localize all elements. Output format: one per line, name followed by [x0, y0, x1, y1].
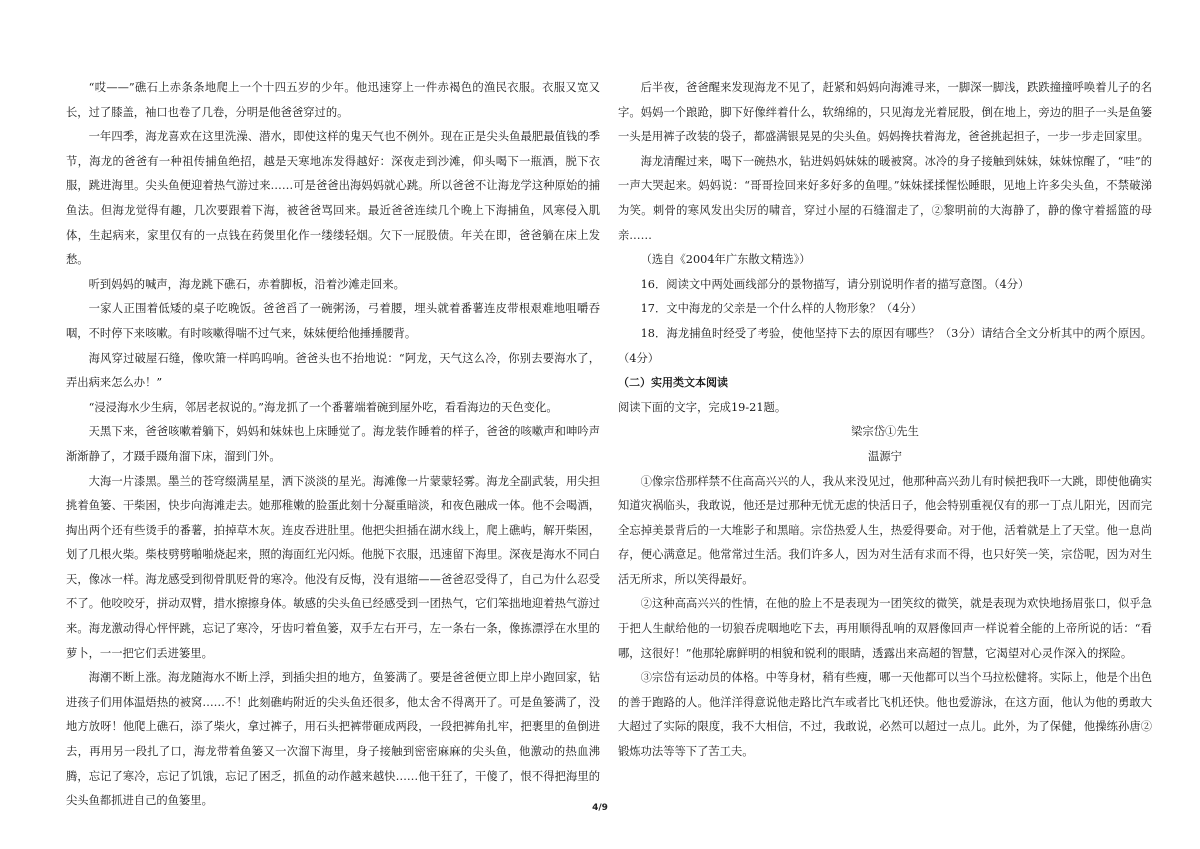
question-16: 16．阅读文中两处画线部分的景物描写，请分别说明作者的描写意图。（4分）	[640, 277, 1030, 291]
question-18: 18．海龙捕鱼时经受了考验，使他坚持下去的原因有哪些？（3分）请结合全文分析其中的两个原因。（4分）	[618, 326, 1152, 365]
question-17: 17．文中海龙的父亲是一个什么样的人物形象？（4分）	[640, 302, 922, 316]
article-title: 梁宗岱①先生	[851, 425, 919, 439]
article-paragraph: ②这种高高兴兴的性情，在他的脸上不是表现为一团笑纹的微笑，就是表现为欢快地扬眉张口，似乎急于把人生献给他的一切狼吞虎咽地吃下去，再用顺得乱响的双唇像回声一样说着全能的上帝所说的话：“看哪，这很好！”他那轮廓鲜明的相貌和锐利的眼睛，透露出来高超的智慧，它渴望对心灵作深入的探险。	[618, 597, 1152, 660]
section-heading: （二）实用类文本阅读	[618, 376, 728, 390]
story-paragraph: “哎——”礁石上赤条条地爬上一个十四五岁的少年。他迅速穿上一件赤褐色的渔民衣服。衣服又宽又长，过了膝盖，袖口也卷了几卷，分明是他爸爸穿过的。	[66, 81, 600, 119]
right-column	[618, 76, 1152, 765]
story-paragraph: 大海一片漆黑。墨兰的苍穹缀满星星，洒下淡淡的星光。海滩像一片蒙蒙轻雾。海龙全副武装，用尖担挑着鱼篓、干柴困，快步向海滩走去。她那稚嫩的脸蛋此刻十分凝重暗淡，和夜色融成一体。他不会喝酒，掏出两个还有些烫手的番薯，拍掉草木灰。连皮吞进肚里。他把尖担插在湖水线上，爬上礁屿，解开柴困，划了几根火柴。柴枝劈劈啪啪烧起来，照的海面红光闪烁。他脱下衣服，迅速留下海里。深夜是海水不同白天，像冰一样。海龙感受到彻骨肌贬骨的寒冷。他没有反悔，没有退缩——爸爸忍受得了，自己为什么忍受不了。他咬咬牙，拼动双臂，措水擦擦身体。敏感的尖头鱼已经感受到一团热气，它们笨拙地迎着热气游过来。海龙激动得心怦怦跳，忘记了寒冷，牙齿叼着鱼篓，双手左右开弓，左一条右一条，像拣漂浮在水里的萝卜，一一把它们丢进篓里。	[66, 474, 600, 660]
story-paragraph: 听到妈妈的喊声，海龙跳下礁石，赤着脚板，沿着沙滩走回来。	[88, 277, 405, 291]
story-paragraph: 天黑下来，爸爸咳嗽着躺下，妈妈和妹妹也上床睡觉了。海龙装作睡着的样子，爸爸的咳嗽声和呻吟声渐渐静了，才蹑手蹑角溜下床，溜到门外。	[66, 425, 600, 463]
reading-instruction: 阅读下面的文字，完成19-21题。	[618, 400, 787, 414]
left-column	[66, 76, 600, 814]
page-number: 4/9	[592, 803, 608, 813]
story-paragraph: 一年四季，海龙喜欢在这里洗澡、潜水，即使这样的鬼天气也不例外。现在正是尖头鱼最肥最值钱的季节，海龙的爸爸有一种祖传捕鱼绝招，越是天寒地冻发得越好：深夜走到沙滩，仰头喝下一瓶酒，脱下衣服，跳进海里。尖头鱼便迎着热气游过来……可是爸爸出海妈妈就心跳。所以爸爸不让海龙学这种原始的捕鱼法。但海龙觉得有趣，几次要跟着下海，被爸爸骂回来。最近爸爸连续几个晚上下海捕鱼，风寒侵入肌体，生起病来，家里仅有的一点钱在药煲里化作一缕缕轻烟。欠下一屁股债。年关在即，爸爸躺在床上发愁。	[66, 130, 600, 267]
story-paragraph: “浸浸海水少生病，邻居老叔说的。”海龙抓了一个番薯端着碗到屋外吃，看看海边的天色变化。	[88, 400, 558, 414]
article-author: 温源宁	[868, 449, 902, 463]
story-paragraph: 海龙清醒过来，喝下一碗热水，钻进妈妈妹妹的暖被窝。冰冷的身子接触到妹妹，妹妹惊醒了，“哇”的一声大哭起来。妈妈说：“哥哥捡回来好多好多的鱼哩。”妹妹揉揉惺忪睡眼，见地上许多尖头鱼，不禁破涕为笑。刺骨的寒风发出尖厉的啸音，穿过小屋的石缝溜走了，②黎明前的大海静了，静的像守着摇篮的母亲……	[618, 154, 1152, 242]
story-paragraph: 海潮不断上涨。海龙随海水不断上浮，到插尖担的地方，鱼篓满了。要是爸爸便立即上岸小跑回家，钻进孩子们用体温焐热的被窝……不！此刻礁屿附近的尖头鱼还很多，他太舍不得离开了。可是鱼篓满了，没地方放呀！他爬上礁石，添了柴火，拿过裤子，用石头把裤带砸成两段，一段把裤角扎牢，把裹里的鱼倒进去，再用另一段扎了口，海龙带着鱼篓又一次溜下海里，身子接触到密密麻麻的尖头鱼，他激动的热血沸腾，忘记了寒冷，忘记了饥饿，忘记了困乏，抓鱼的动作越来越快……他干狂了，干傻了，恨不得把海里的尖头鱼都抓进自己的鱼篓里。	[66, 671, 600, 808]
source-citation: （选自《2004年广东散文精选》）	[640, 253, 811, 267]
story-paragraph: 一家人正围着低矮的桌子吃晚饭。爸爸舀了一碗粥汤，弓着腰，埋头就着番薯连皮带根艰难地咀嚼吞咽，不时停下来咳嗽。有时咳嗽得喘不过气来，妹妹便给他捶捶腰背。	[66, 302, 600, 340]
story-paragraph: 后半夜，爸爸醒来发现海龙不见了，赶紧和妈妈向海滩寻来，一脚深一脚浅，跌跌撞撞呼唤着儿子的名字。妈妈一个踉跄，脚下好像绊着什么，软绵绵的，只见海龙光着屁股，倒在地上，旁边的胆子一头是鱼篓一头是用裤子改装的袋子，都盛满银晃晃的尖头鱼。妈妈搀扶着海龙，爸爸挑起担子，一步一步走回家里。	[618, 81, 1152, 144]
story-paragraph: 海风穿过破屋石缝，像吹箫一样呜呜响。爸爸头也不抬地说：“阿龙，天气这么冷，你别去要海水了，弄出病来怎么办！”	[66, 351, 600, 390]
article-paragraph: ③宗岱有运动员的体格。中等身材，稍有些瘦，哪一天他都可以当个马拉松健将。实际上，他是个出色的善于跑路的人。他洋洋得意说他走路比汽车或者比飞机还快。他也爱游泳，在这方面，他认为他的勇敢大大超过了实际的限度，我不大相信，不过，我敢说，必然可以超过一点儿。此外，为了保健，他操练孙唐②锻炼功法等等下了苦工夫。	[618, 671, 1152, 759]
article-paragraph: ①像宗岱那样禁不住高高兴兴的人，我从来没见过，他那种高兴劲儿有时候把我吓一大跳，即使他确实知道灾祸临头，我敢说，他还是过那种无忧无虑的快活日子，他会特别重视仅有的那一丁点儿阳光，因而完全忘掉美景背后的一大堆影子和黑暗。宗岱热爱人生，热爱得要命。对于他，活着就是上了天堂。他一息尚存，便心满意足。他常常过生活。我们许多人，因为对生活有求而不得，也只好笑一笑，宗岱呢，因为对生活无所求，所以笑得最好。	[618, 474, 1152, 586]
